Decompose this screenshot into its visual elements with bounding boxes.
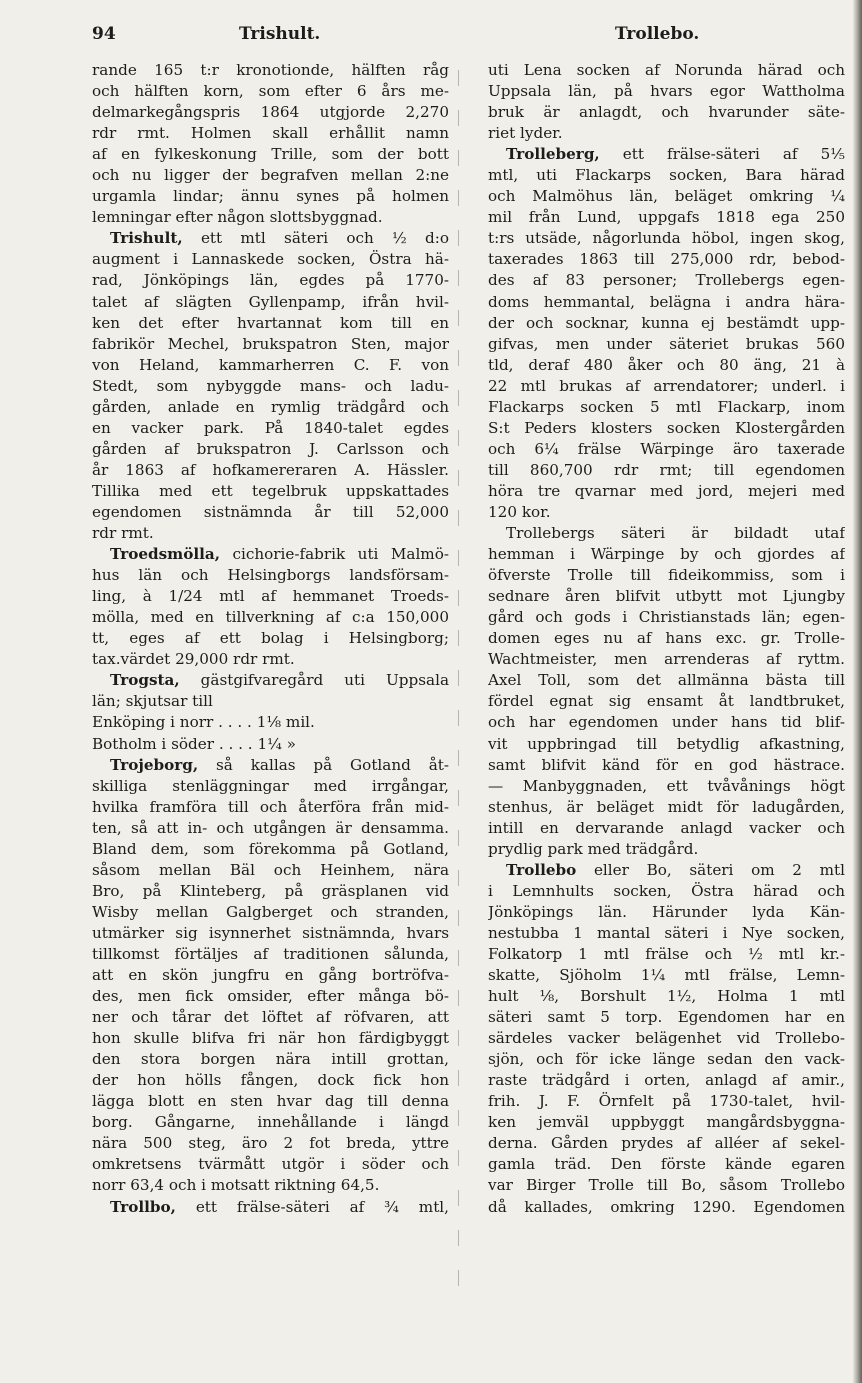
text-line — [92, 1175, 449, 1196]
text-line — [488, 60, 845, 81]
text-line — [92, 60, 449, 81]
line-text: hvilka framföra till och återföra från mid- — [92, 797, 449, 816]
line-text: öfverste Trolle till fideikommiss, som i — [488, 566, 845, 585]
text-line — [92, 228, 449, 249]
text-line — [488, 691, 845, 712]
text-line — [488, 1112, 845, 1133]
text-line — [488, 1091, 845, 1112]
text-line — [92, 755, 449, 776]
entry-headword: Trojeborg, — [110, 755, 199, 774]
line-text: skilliga stenläggningar med irrgångar, — [92, 776, 449, 795]
line-text: Bland dem, som förekomma på Gotland, — [92, 839, 449, 858]
line-text: år 1863 af hofkamereraren A. Hässler. — [92, 460, 449, 479]
line-text: taxerades 1863 till 275,000 rdr, bebod- — [488, 250, 845, 269]
line-text: mölla, med en tillverkning af c:a 150,000 — [92, 608, 449, 627]
entry-headword: Trishult, — [110, 229, 183, 248]
text-line — [488, 1070, 845, 1091]
text-line — [488, 881, 845, 902]
line-text: des, men fick omsider, efter många bö- — [92, 987, 449, 1006]
text-line — [488, 965, 845, 986]
running-head-left: Trishult. — [239, 24, 321, 44]
line-text: augment i Lannaskede socken, Östra hä- — [92, 250, 449, 269]
line-text: nestubba 1 mantal säteri i Nye socken, — [488, 923, 845, 942]
entry-headword: Trogsta, — [110, 671, 180, 690]
text-line — [488, 523, 845, 544]
running-head-right: Trollebo. — [615, 24, 700, 44]
line-text: gården, anlade en rymlig trädgård och — [92, 397, 449, 416]
text-line — [488, 144, 845, 165]
line-text: gården af brukspatron J. Carlsson och — [92, 439, 449, 458]
text-line — [488, 902, 845, 923]
line-text: tld, deraf 480 åker och 80 äng, 21 à — [488, 355, 845, 374]
text-line — [92, 712, 449, 733]
text-line — [488, 986, 845, 1007]
line-text: den stora borgen nära intill grottan, — [92, 1050, 449, 1069]
line-text: rande 165 t:r kronotionde, hälften råg — [92, 61, 449, 79]
text-line — [488, 228, 845, 249]
text-line — [92, 1091, 449, 1112]
line-text: delmarkegångspris 1864 utgjorde 2,270 — [92, 103, 449, 122]
line-text: samt blifvit känd för en god hästrace. — [488, 755, 845, 774]
line-text: rdr rmt. — [92, 524, 154, 543]
line-text: ett mtl säteri och ½ d:o — [182, 229, 449, 248]
line-text: bruk är anlagdt, och hvarunder säte- — [488, 103, 845, 122]
line-text: prydlig park med trädgård. — [488, 839, 699, 858]
text-line — [488, 1154, 845, 1175]
text-line — [488, 165, 845, 186]
text-line — [488, 249, 845, 270]
line-text: sednare åren blifvit utbytt mot Ljungby — [488, 587, 845, 606]
column-divider — [458, 70, 459, 1300]
text-line — [488, 734, 845, 755]
page-header — [0, 24, 862, 54]
line-text: doms hemmantal, belägna i andra hära- — [488, 292, 845, 311]
text-line — [488, 818, 845, 839]
text-line — [488, 481, 845, 502]
text-line — [488, 1175, 845, 1196]
line-text: och hälften korn, som efter 6 års me- — [92, 82, 449, 101]
line-text: fabrikör Mechel, brukspatron Sten, major — [92, 334, 449, 353]
text-line — [92, 460, 449, 481]
text-line — [488, 1049, 845, 1070]
text-line — [488, 397, 845, 418]
text-line — [92, 1028, 449, 1049]
text-line — [488, 1028, 845, 1049]
text-line — [92, 776, 449, 797]
line-text: till 860,700 rdr rmt; till egendomen — [488, 460, 845, 479]
page-number: 94 — [92, 24, 116, 44]
text-line — [92, 313, 449, 334]
text-line — [92, 207, 449, 228]
text-line — [92, 376, 449, 397]
text-line — [488, 628, 845, 649]
text-line — [488, 797, 845, 818]
text-line — [92, 144, 449, 165]
text-line — [92, 881, 449, 902]
text-line — [488, 607, 845, 628]
left-column — [92, 60, 449, 1218]
line-text: såsom mellan Bäl och Heinhem, nära — [92, 860, 449, 879]
line-text: von Heland, kammarherren C. F. von — [92, 355, 449, 374]
line-text: urgamla lindar; ännu synes på holmen — [92, 187, 449, 206]
text-line — [92, 439, 449, 460]
entry-headword: Trolleberg, — [506, 145, 600, 164]
text-line — [488, 355, 845, 376]
line-text: län; skjutsar till — [92, 692, 213, 711]
text-line — [488, 418, 845, 439]
line-text: Tillika med ett tegelbruk uppskattades — [92, 481, 449, 500]
line-text: frih. J. F. Örnfelt på 1730-talet, hvil- — [488, 1092, 845, 1111]
page-edge — [853, 0, 862, 1383]
line-text: och 6¼ frälse Wärpinge äro taxerade — [488, 439, 845, 458]
text-line — [92, 1154, 449, 1175]
line-text: talet af slägten Gyllenpamp, ifrån hvil- — [92, 292, 449, 311]
text-line — [92, 986, 449, 1007]
line-text: och nu ligger der begrafven mellan 2:ne — [92, 166, 449, 185]
line-text: då kallades, omkring 1290. Egendomen — [488, 1197, 845, 1216]
line-text: ken det efter hvartannat kom till en — [92, 313, 449, 332]
line-text: ken jemväl uppbyggt mangårdsbyggna- — [488, 1113, 845, 1132]
line-text: fördel egnat sig ensamt åt landtbruket, — [488, 692, 845, 711]
line-text: hon skulle blifva fri när hon färdigbyggt — [92, 1029, 449, 1048]
line-text: gård och gods i Christianstads län; egen- — [488, 608, 845, 627]
text-line — [488, 670, 845, 691]
line-text: S:t Peders klosters socken Klostergården — [488, 418, 845, 437]
text-line — [92, 355, 449, 376]
line-text: ling, à 1/24 mtl af hemmanet Troeds- — [92, 587, 449, 606]
text-line — [488, 1133, 845, 1154]
text-line — [488, 776, 845, 797]
text-line — [92, 565, 449, 586]
text-line — [488, 860, 845, 881]
line-text: och Malmöhus län, beläget omkring ¼ — [488, 187, 845, 206]
text-line — [92, 481, 449, 502]
line-text: gästgifvaregård uti Uppsala — [179, 671, 449, 690]
line-text: var Birger Trolle till Bo, såsom Trollebo — [488, 1176, 845, 1195]
text-line — [488, 313, 845, 334]
line-text: cichorie-fabrik uti Malmö- — [220, 545, 449, 564]
text-line — [92, 797, 449, 818]
line-text: tt, eges af ett bolag i Helsingborg; — [92, 629, 449, 648]
entry-headword: Trollebo — [506, 860, 577, 879]
line-text: des af 83 personer; Trollebergs egen- — [488, 271, 845, 290]
text-line — [92, 1133, 449, 1154]
line-text: utmärker sig isynnerhet sistnämnda, hvars — [92, 923, 449, 942]
text-line — [92, 165, 449, 186]
line-text: — Manbyggnaden, ett tvåvånings högt — [488, 776, 845, 795]
line-text: rdr rmt. Holmen skall erhållit namn — [92, 124, 449, 143]
line-text: der och socknar, kunna ej bestämdt upp- — [488, 313, 845, 332]
text-line — [92, 418, 449, 439]
right-column — [488, 60, 845, 1218]
text-line — [92, 1112, 449, 1133]
line-text: Trollebergs säteri är bildadt utaf — [506, 524, 845, 543]
line-text: säteri samt 5 torp. Egendomen har en — [488, 1008, 845, 1027]
text-line — [92, 734, 449, 755]
text-line — [92, 270, 449, 291]
line-text: och har egendomen under hans tid blif- — [488, 713, 845, 732]
text-line — [92, 1049, 449, 1070]
line-text: Folkatorp 1 mtl frälse och ½ mtl kr.- — [488, 944, 845, 963]
line-text: i Lemnhults socken, Östra härad och — [488, 881, 845, 900]
line-text: 22 mtl brukas af arrendatorer; underl. i — [488, 376, 845, 395]
text-line — [92, 860, 449, 881]
text-line — [92, 1197, 449, 1218]
line-text: 120 kor. — [488, 502, 551, 521]
text-line — [488, 839, 845, 860]
text-line — [92, 839, 449, 860]
text-line — [92, 81, 449, 102]
text-line — [488, 565, 845, 586]
line-text: skatte, Sjöholm 1¼ mtl frälse, Lemn- — [488, 966, 845, 985]
line-text: ett frälse-säteri af ¾ mtl, — [175, 1197, 449, 1216]
text-line — [92, 123, 449, 144]
text-line — [488, 207, 845, 228]
text-line — [488, 186, 845, 207]
line-text: gifvas, men under säteriet brukas 560 — [488, 334, 845, 353]
line-text: rad, Jönköpings län, egdes på 1770- — [92, 271, 449, 290]
text-line — [92, 249, 449, 270]
line-text: raste trädgård i orten, anlagd af amir., — [488, 1071, 845, 1090]
text-line — [92, 186, 449, 207]
line-text: höra tre qvarnar med jord, mejeri med — [488, 481, 845, 500]
text-line — [488, 1197, 845, 1218]
text-line — [488, 270, 845, 291]
text-line — [488, 502, 845, 523]
text-line — [92, 691, 449, 712]
line-text: hus län och Helsingborgs landsförsam- — [92, 566, 449, 585]
line-text: nära 500 steg, äro 2 fot breda, yttre — [92, 1134, 449, 1153]
line-text: eller Bo, säteri om 2 mtl — [576, 860, 845, 879]
line-text: norr 63,4 och i motsatt riktning 64,5. — [92, 1176, 380, 1195]
line-text: egendomen sistnämnda år till 52,000 — [92, 502, 449, 521]
text-line — [92, 902, 449, 923]
text-line — [488, 81, 845, 102]
line-text: ett frälse-säteri af 5⅕ — [599, 145, 845, 164]
line-text: lemningar efter någon slottsbyggnad. — [92, 208, 383, 227]
text-line — [488, 755, 845, 776]
line-text: gamla träd. Den förste kände egaren — [488, 1155, 845, 1174]
line-text: Uppsala län, på hvars egor Wattholma — [488, 82, 845, 101]
text-line — [92, 923, 449, 944]
text-line — [488, 439, 845, 460]
text-line — [92, 818, 449, 839]
line-text: så kallas på Gotland åt- — [198, 755, 449, 774]
text-line — [92, 102, 449, 123]
line-text: stenhus, är beläget midt för ladugården, — [488, 797, 845, 816]
line-text: Wisby mellan Galgberget och stranden, — [92, 902, 449, 921]
text-line — [92, 292, 449, 313]
line-text: t:rs utsäde, någorlunda höbol, ingen skog, — [488, 229, 845, 248]
line-text: uti Lena socken af Norunda härad och — [488, 61, 845, 79]
line-text: sjön, och för icke länge sedan den vack- — [488, 1050, 845, 1069]
line-text: hult ⅛, Borshult 1½, Holma 1 mtl — [488, 987, 845, 1006]
text-line — [488, 292, 845, 313]
line-text: en vacker park. På 1840-talet egdes — [92, 418, 449, 437]
text-line — [488, 334, 845, 355]
line-text: af en fylkeskonung Trille, som der bott — [92, 145, 449, 164]
line-text: Stedt, som nybyggde mans- och ladu- — [92, 376, 449, 395]
line-text: borg. Gångarne, innehållande i längd — [92, 1113, 449, 1132]
text-line — [92, 397, 449, 418]
line-text: vit uppbringad till betydlig afkastning, — [488, 734, 845, 753]
text-line — [488, 544, 845, 565]
line-text: Jönköpings län. Härunder lyda Kän- — [488, 902, 845, 921]
text-line — [92, 944, 449, 965]
line-text: tax.värdet 29,000 rdr rmt. — [92, 650, 295, 669]
line-text: mil från Lund, uppgafs 1818 ega 250 — [488, 208, 845, 227]
line-text: Botholm i söder . . . . 1¼ » — [92, 734, 296, 753]
line-text: tillkomst förtäljes af traditionen sålunda, — [92, 944, 449, 963]
text-line — [488, 376, 845, 397]
line-text: intill en dervarande anlagd vacker och — [488, 818, 845, 837]
line-text: hemman i Wärpinge by och gjordes af — [488, 545, 845, 564]
text-line — [92, 965, 449, 986]
text-line — [488, 586, 845, 607]
line-text: domen eges nu af hans exc. gr. Trolle- — [488, 629, 845, 648]
text-line — [488, 460, 845, 481]
text-line — [488, 123, 845, 144]
text-line — [488, 712, 845, 733]
line-text: omkretsens tvärmått utgör i söder och — [92, 1155, 449, 1174]
text-line — [92, 334, 449, 355]
line-text: Enköping i norr . . . . 1⅛ mil. — [92, 713, 315, 732]
text-line — [488, 944, 845, 965]
text-line — [488, 649, 845, 670]
line-text: derna. Gården prydes af alléer af sekel- — [488, 1134, 845, 1153]
text-line — [92, 607, 449, 628]
text-line — [92, 670, 449, 691]
line-text: riet lyder. — [488, 124, 563, 143]
line-text: Flackarps socken 5 mtl Flackarp, inom — [488, 397, 845, 416]
line-text: särdeles vacker belägenhet vid Trollebo- — [488, 1029, 845, 1048]
line-text: der hon hölls fången, dock fick hon — [92, 1071, 449, 1090]
text-line — [488, 1007, 845, 1028]
text-line — [92, 628, 449, 649]
line-text: ten, så att in- och utgången är densamma. — [92, 818, 449, 837]
text-line — [92, 1070, 449, 1091]
line-text: Wachtmeister, men arrenderas af ryttm. — [488, 650, 845, 669]
text-line — [92, 1007, 449, 1028]
text-line — [488, 923, 845, 944]
line-text: Bro, på Klinteberg, på gräsplanen vid — [92, 881, 449, 900]
line-text: lägga blott en sten hvar dag till denna — [92, 1092, 449, 1111]
text-line — [488, 102, 845, 123]
text-line — [92, 523, 449, 544]
text-line — [92, 649, 449, 670]
entry-headword: Trollbo, — [110, 1197, 176, 1216]
text-line — [92, 544, 449, 565]
line-text: att en skön jungfru en gång bortröfva- — [92, 966, 449, 985]
entry-headword: Troedsmölla, — [110, 545, 221, 564]
text-line — [92, 586, 449, 607]
line-text: ner och tårar det löftet af röfvaren, att — [92, 1008, 449, 1027]
text-line — [92, 502, 449, 523]
line-text: Axel Toll, som det allmänna bästa till — [488, 671, 845, 690]
line-text: mtl, uti Flackarps socken, Bara härad — [488, 166, 845, 185]
